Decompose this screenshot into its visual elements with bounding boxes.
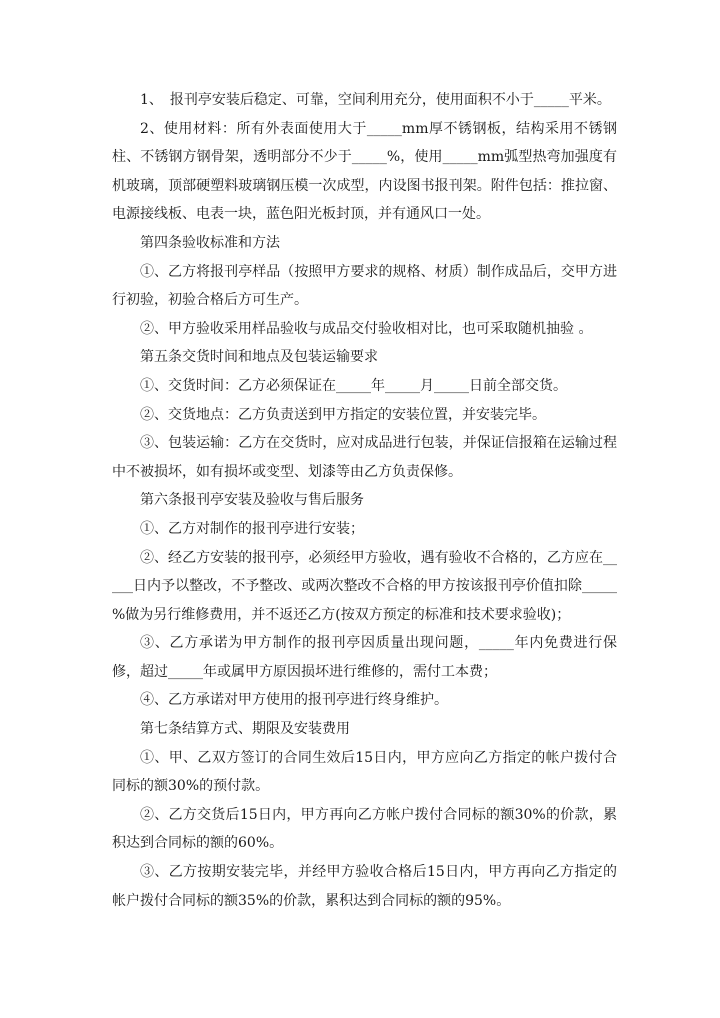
article-6-item-1: ①、乙方对制作的报刊亭进行安装； (140, 520, 364, 537)
article-4-item-2: ②、甲方验收采用样品验收与成品交付验收相对比，也可采取随机抽验 。 (140, 320, 593, 337)
clause-item-2-materials: 2、使用材料：所有外表面使用大于_____mm厚不锈钢板，结构采用不锈钢柱、不锈钢方钢骨架，透明部分不少于_____%，使用_____mm弧型热弯加强度有机玻璃，顶部硬塑料玻璃钢压模一次成型，内设图书报刊架。附件包括：推拉窗、电源接线板、电表一块，蓝色阳光板封顶，并有通风口一处。 (112, 120, 617, 223)
article-7-item-1: ①、甲、乙双方签订的合同生效后15日内，甲方应向乙方指定的帐户拨付合同标的额30%的预付款。 (112, 749, 617, 795)
article-7-item-3: ③、乙方按期安装完毕，并经甲方验收合格后15日内，甲方再向乙方指定的帐户拨付合同标的额35%的价款，累积达到合同标的额的95%。 (112, 864, 617, 909)
article-7-heading: 第七条结算方式、期限及安装费用 (140, 721, 350, 738)
article-5-item-3: ③、包装运输：乙方在交货时，应对成品进行包装，并保证信报箱在运输过程中不被损坏，如有损坏或变型、划漆等由乙方负责保修。 (112, 435, 617, 480)
article-6-item-3: ③、乙方承诺为甲方制作的报刊亭因质量出现问题，_____年内免费进行保修，超过_____年或属甲方原因损坏进行维修的，需付工本费； (112, 635, 617, 680)
article-5-heading: 第五条交货时间和地点及包装运输要求 (140, 349, 378, 366)
article-6-item-4: ④、乙方承诺对甲方使用的报刊亭进行终身维护。 (140, 692, 448, 709)
article-7-item-2: ②、乙方交货后15日内，甲方再向乙方帐户拨付合同标的额30%的价款，累积达到合同标的额的60%。 (112, 806, 617, 852)
clause-item-1: 1、 报刊亭安装后稳定、可靠，空间利用充分，使用面积不小于_____平米。 (140, 92, 611, 108)
article-5-item-1: ①、交货时间：乙方必须保证在_____年_____月_____日前全部交货。 (140, 377, 567, 394)
document-body (112, 86, 617, 915)
article-6-item-2: ②、经乙方安装的报刊亭，必须经甲方验收，遇有验收不合格的，乙方应在_____日内予以整改，不予整改、或两次整改不合格的甲方按该报刊亭价值扣除_____ %做为另行维修费用，并不返还乙方(按双方预定的标准和技术要求验收)； (112, 549, 617, 623)
article-4-heading: 第四条验收标准和方法 (140, 234, 280, 251)
article-6-heading: 第六条报刊亭安装及验收与售后服务 (140, 492, 364, 509)
article-5-item-2: ②、交货地点：乙方负责送到甲方指定的安装位置，并安装完毕。 (140, 406, 546, 423)
article-4-item-1: ①、乙方将报刊亭样品（按照甲方要求的规格、材质）制作成品后，交甲方进行初验，初验合格后方可生产。 (112, 263, 617, 309)
